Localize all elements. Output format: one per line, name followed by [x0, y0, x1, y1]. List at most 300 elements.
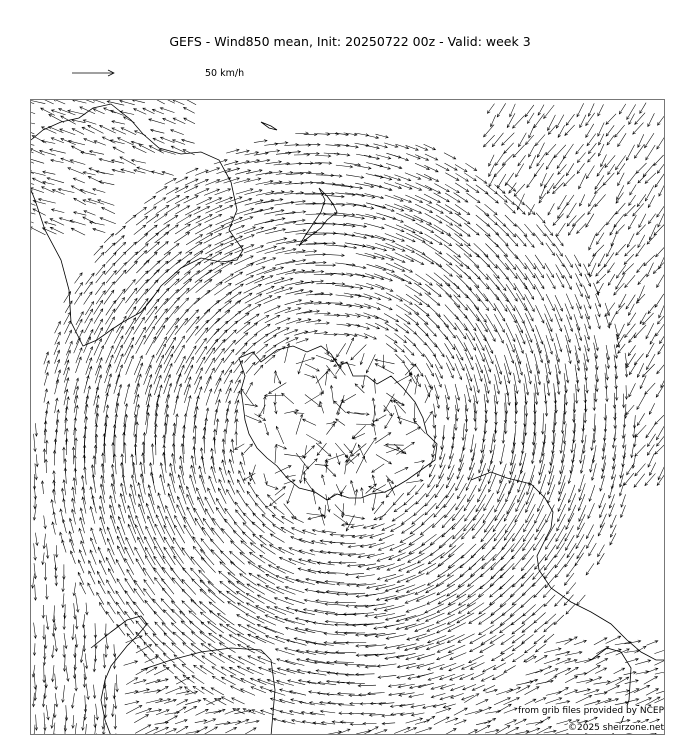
wind-arrow — [378, 675, 396, 678]
wind-arrow — [589, 234, 596, 250]
wind-arrow — [92, 474, 96, 493]
wind-arrow — [64, 312, 71, 324]
wind-arrow — [315, 264, 335, 267]
wind-arrow — [506, 333, 514, 352]
wind-arrow — [135, 234, 147, 244]
wind-arrow — [634, 353, 643, 364]
wind-arrow — [445, 205, 461, 215]
wind-arrow — [294, 412, 304, 415]
wind-arrow — [638, 274, 646, 284]
wind-arrow — [285, 281, 304, 286]
wind-arrow — [426, 274, 443, 286]
wind-arrow — [394, 400, 406, 414]
wind-arrow — [605, 303, 615, 317]
wind-arrow — [235, 264, 254, 273]
wind-arrow — [406, 718, 423, 723]
wind-arrow — [282, 393, 294, 404]
wind-arrow — [431, 685, 446, 690]
wind-arrow — [502, 133, 515, 146]
wind-arrow — [417, 654, 435, 660]
wind-arrow — [553, 175, 564, 189]
wind-arrow — [537, 153, 546, 167]
wind-arrow — [329, 541, 344, 544]
wind-arrow — [274, 287, 292, 293]
wind-arrow — [305, 628, 326, 633]
wind-arrow — [181, 621, 195, 633]
wind-arrow — [196, 709, 209, 715]
wind-arrow — [277, 680, 294, 686]
wind-arrow — [625, 275, 635, 287]
wind-arrow — [344, 163, 361, 167]
wind-arrow — [261, 545, 276, 555]
wind-arrow — [274, 597, 293, 605]
wind-arrow — [538, 105, 544, 116]
wind-arrow — [611, 474, 616, 489]
wind-arrow — [84, 376, 89, 394]
wind-arrow — [55, 573, 58, 586]
wind-arrow — [286, 200, 306, 203]
wind-arrow — [105, 309, 115, 325]
wind-arrow — [186, 168, 198, 174]
wind-arrow — [399, 563, 417, 571]
wind-arrow — [182, 664, 194, 673]
wind-arrow — [595, 194, 606, 206]
wind-arrow — [336, 453, 340, 464]
wind-arrow — [64, 360, 69, 375]
wind-arrow — [206, 282, 223, 295]
wind-arrow — [94, 300, 103, 314]
wind-arrow — [476, 699, 488, 705]
wind-arrow — [85, 603, 88, 615]
wind-arrow — [385, 413, 394, 428]
wind-arrow — [374, 729, 387, 734]
wind-arrow — [657, 203, 665, 217]
wind-arrow — [598, 254, 605, 267]
wind-arrow — [337, 395, 344, 415]
wind-arrow — [336, 419, 345, 426]
wind-arrow — [326, 344, 329, 354]
wind-arrow — [646, 424, 656, 438]
wind-arrow — [324, 731, 341, 735]
wind-arrow — [313, 622, 334, 626]
wind-arrow — [657, 434, 666, 446]
wind-arrow — [38, 198, 55, 203]
wind-arrow — [274, 506, 285, 514]
wind-arrow — [363, 722, 377, 725]
wind-arrow — [459, 594, 476, 605]
wind-arrow — [375, 284, 393, 291]
wind-arrow — [90, 487, 94, 505]
wind-arrow — [443, 704, 456, 708]
wind-arrow — [606, 636, 621, 643]
wind-arrow — [404, 495, 414, 505]
wind-arrow — [32, 725, 35, 735]
wind-arrow — [516, 334, 524, 354]
wind-arrow — [115, 414, 118, 434]
wind-arrow — [580, 455, 585, 473]
wind-arrow — [276, 338, 289, 345]
wind-arrow — [315, 155, 331, 158]
wind-arrow — [504, 503, 514, 521]
wind-arrow — [164, 215, 178, 224]
wind-arrow — [256, 246, 276, 253]
wind-arrow — [79, 100, 94, 103]
wind-arrow — [476, 344, 484, 362]
wind-arrow — [657, 135, 665, 149]
wind-arrow — [585, 665, 600, 674]
wind-arrow — [568, 465, 574, 484]
wind-arrow — [71, 228, 85, 235]
wind-arrow — [513, 654, 525, 662]
wind-arrow — [495, 185, 506, 194]
wind-arrow — [275, 308, 291, 314]
wind-arrow — [203, 436, 206, 453]
wind-arrow — [484, 365, 490, 384]
wind-arrow — [518, 133, 526, 147]
wind-arrow — [598, 104, 604, 116]
wind-arrow — [629, 195, 636, 206]
wind-arrow — [265, 355, 275, 364]
wind-arrow — [377, 564, 395, 570]
wind-arrow — [648, 113, 655, 126]
wind-arrow — [637, 413, 644, 425]
wind-arrow — [392, 513, 404, 521]
wind-arrow — [425, 185, 441, 193]
wind-arrow — [262, 514, 274, 524]
wind-arrow — [436, 204, 452, 214]
wind-arrow — [175, 196, 189, 204]
wind-arrow — [85, 302, 93, 316]
wind-arrow — [204, 300, 219, 314]
wind-arrow — [360, 703, 376, 706]
wind-arrow — [211, 448, 215, 464]
wind-arrow — [154, 434, 157, 455]
wind-arrow — [208, 590, 224, 603]
wind-arrow — [495, 233, 508, 246]
wind-arrow — [228, 602, 246, 614]
wind-arrow — [136, 668, 148, 675]
wind-arrow — [106, 253, 116, 264]
wind-arrow — [201, 456, 205, 474]
wind-arrow — [335, 193, 355, 196]
wind-arrow — [72, 129, 84, 135]
wind-arrow — [164, 354, 173, 373]
wind-arrow — [264, 627, 284, 635]
wind-arrow — [191, 465, 196, 484]
wind-arrow — [326, 245, 347, 248]
wind-arrow — [244, 190, 262, 195]
wind-arrow — [649, 403, 654, 414]
wind-arrow — [417, 663, 434, 669]
wind-arrow — [577, 595, 586, 605]
wind-arrow — [481, 635, 496, 644]
wind-arrow — [565, 659, 577, 663]
wind-arrow — [527, 475, 534, 495]
wind-arrow — [593, 245, 604, 256]
wind-arrow — [47, 177, 64, 182]
wind-arrow — [174, 336, 185, 353]
wind-arrow — [191, 600, 206, 614]
wind-arrow — [367, 584, 387, 589]
wind-arrow — [494, 314, 504, 332]
wind-arrow — [154, 326, 165, 344]
wind-arrow — [132, 100, 145, 103]
wind-arrow — [628, 304, 634, 316]
wind-arrow — [238, 603, 256, 614]
wind-arrow — [66, 665, 69, 681]
wind-arrow — [216, 205, 233, 212]
wind-arrow — [93, 685, 96, 699]
wind-arrow — [98, 581, 105, 594]
wind-arrow — [628, 215, 636, 229]
wind-arrow — [248, 656, 265, 664]
wind-arrow — [406, 427, 421, 435]
wind-arrow — [558, 483, 565, 502]
wind-arrow — [617, 163, 625, 174]
wind-arrow — [181, 444, 184, 463]
wind-arrow — [344, 145, 359, 148]
wind-arrow — [194, 207, 210, 215]
wind-arrow — [599, 134, 605, 145]
wind-arrow — [226, 380, 233, 394]
wind-arrow — [245, 720, 259, 723]
wind-arrow — [341, 503, 344, 517]
wind-arrow — [572, 214, 584, 227]
wind-arrow — [266, 485, 278, 490]
wind-arrow — [390, 705, 405, 708]
wind-arrow — [182, 601, 196, 615]
wind-arrow — [93, 724, 96, 735]
wind-arrow — [491, 564, 506, 579]
wind-arrow — [448, 623, 466, 632]
wind-arrow — [160, 463, 165, 483]
wind-arrow — [96, 271, 105, 283]
wind-arrow — [415, 374, 419, 394]
wind-arrow — [285, 299, 302, 304]
wind-arrow — [55, 545, 58, 557]
wind-arrow — [505, 263, 517, 279]
wind-arrow — [164, 525, 174, 544]
wind-arrow — [616, 244, 626, 255]
wind-arrow — [224, 370, 232, 384]
wind-arrow — [164, 716, 178, 724]
wind-arrow — [567, 195, 574, 205]
wind-arrow — [576, 144, 584, 154]
wind-arrow — [185, 365, 193, 383]
wind-arrow — [325, 132, 338, 135]
wind-arrow — [117, 536, 125, 554]
wind-arrow — [356, 194, 375, 199]
wind-arrow — [577, 223, 587, 233]
wind-arrow — [256, 494, 265, 505]
wind-arrow — [292, 517, 304, 523]
wind-arrow — [31, 158, 44, 164]
wind-arrow — [322, 530, 336, 533]
wind-arrow — [558, 504, 566, 522]
wind-arrow — [226, 401, 231, 416]
wind-arrow — [75, 674, 78, 691]
wind-arrow — [394, 274, 412, 283]
wind-arrow — [106, 557, 114, 572]
wind-arrow — [96, 704, 99, 720]
wind-arrow — [445, 343, 454, 358]
wind-arrow — [369, 543, 385, 548]
wind-arrow — [544, 648, 561, 653]
wind-arrow — [506, 305, 516, 323]
wind-arrow — [397, 663, 415, 668]
wind-arrow — [266, 287, 284, 294]
wind-arrow — [411, 713, 424, 716]
wind-arrow — [219, 643, 235, 653]
wind-arrow — [93, 100, 106, 104]
wind-arrow — [598, 123, 604, 137]
wind-arrow — [470, 663, 484, 670]
wind-arrow — [246, 382, 252, 394]
wind-arrow — [286, 259, 306, 264]
wind-arrow — [440, 454, 445, 468]
wind-arrow — [500, 444, 505, 464]
wind-arrow — [155, 355, 164, 374]
wind-arrow — [250, 543, 265, 554]
wind-arrow — [484, 718, 495, 723]
wind-arrow — [382, 715, 396, 718]
wind-arrow — [494, 698, 510, 705]
wind-arrow — [591, 463, 596, 480]
wind-arrow — [564, 325, 570, 342]
wind-arrow — [415, 333, 426, 345]
wind-arrow — [43, 534, 46, 549]
wind-arrow — [425, 154, 438, 160]
wind-arrow — [44, 389, 48, 403]
wind-arrow — [565, 255, 572, 267]
wind-arrow — [95, 282, 104, 295]
wind-arrow — [105, 683, 108, 700]
wind-arrow — [505, 720, 517, 725]
wind-arrow — [62, 593, 65, 607]
wind-arrow — [315, 322, 330, 325]
wind-arrow — [546, 676, 557, 683]
wind-arrow — [256, 268, 275, 276]
wind-arrow — [459, 445, 464, 462]
wind-arrow — [174, 232, 190, 243]
wind-arrow — [191, 654, 205, 664]
wind-arrow — [226, 388, 232, 402]
wind-arrow — [98, 200, 115, 206]
wind-arrow — [44, 635, 47, 649]
wind-arrow — [526, 364, 531, 385]
wind-arrow — [164, 537, 175, 555]
wind-arrow — [539, 455, 545, 475]
wind-arrow — [476, 721, 491, 725]
wind-arrow — [399, 544, 415, 552]
wind-arrow — [75, 615, 78, 629]
wind-arrow — [555, 304, 562, 321]
wind-arrow — [216, 419, 219, 435]
wind-arrow — [470, 644, 486, 652]
wind-arrow — [246, 267, 265, 275]
wind-arrow — [394, 727, 410, 733]
wind-arrow — [584, 656, 600, 663]
wind-arrow — [604, 686, 619, 693]
wind-arrow — [434, 385, 439, 399]
wind-arrow — [125, 547, 134, 564]
wind-arrow — [245, 728, 256, 734]
wind-arrow — [527, 113, 534, 124]
wind-arrow — [661, 375, 665, 387]
wind-arrow — [194, 426, 197, 444]
wind-arrow — [457, 483, 466, 499]
wind-arrow — [255, 296, 272, 304]
wind-arrow — [333, 641, 354, 644]
wind-arrow — [409, 535, 424, 545]
wind-arrow — [395, 354, 404, 363]
wind-arrow — [306, 261, 326, 264]
wind-arrow — [152, 171, 164, 175]
wind-arrow — [475, 725, 490, 733]
wind-arrow — [93, 109, 104, 114]
wind-arrow — [264, 474, 268, 485]
wind-arrow — [366, 174, 383, 179]
wind-arrow — [466, 473, 474, 490]
wind-arrow — [404, 335, 416, 346]
wind-arrow — [316, 670, 335, 673]
wind-arrow — [495, 494, 505, 512]
wind-arrow — [595, 668, 606, 674]
wind-arrow — [416, 493, 426, 504]
wind-arrow — [162, 100, 175, 103]
wind-arrow — [114, 236, 125, 246]
wind-arrow — [346, 642, 367, 645]
wind-arrow — [415, 728, 431, 734]
wind-arrow — [482, 554, 497, 569]
wind-arrow — [428, 475, 436, 488]
wind-arrow — [254, 365, 263, 375]
wind-arrow — [544, 105, 555, 119]
wind-arrow — [209, 602, 225, 615]
wind-arrow — [175, 719, 187, 724]
wind-arrow — [360, 543, 376, 547]
wind-arrow — [154, 242, 168, 254]
wind-arrow — [579, 483, 585, 500]
wind-arrow — [469, 453, 475, 470]
wind-arrow — [236, 322, 250, 334]
wind-arrow — [478, 485, 487, 503]
wind-arrow — [62, 540, 67, 553]
wind-arrow — [634, 325, 646, 338]
wind-arrow — [386, 344, 397, 352]
wind-arrow — [219, 654, 235, 663]
wind-arrow — [523, 534, 535, 551]
wind-arrow — [136, 559, 146, 576]
wind-arrow — [182, 139, 195, 143]
wind-arrow — [86, 386, 91, 404]
wind-arrow — [248, 634, 266, 643]
wind-arrow — [309, 691, 326, 695]
wind-arrow — [125, 611, 134, 623]
wind-arrow — [93, 188, 106, 192]
wind-arrow — [501, 645, 514, 654]
wind-arrow — [476, 314, 487, 331]
wind-arrow — [81, 476, 84, 494]
wind-arrow — [215, 189, 231, 195]
wind-arrow — [125, 690, 138, 694]
wind-arrow — [544, 225, 553, 236]
wind-arrow — [90, 150, 105, 154]
wind-arrow — [185, 179, 198, 185]
wind-arrow — [139, 145, 155, 153]
wind-arrow — [603, 173, 614, 186]
wind-arrow — [464, 244, 479, 258]
